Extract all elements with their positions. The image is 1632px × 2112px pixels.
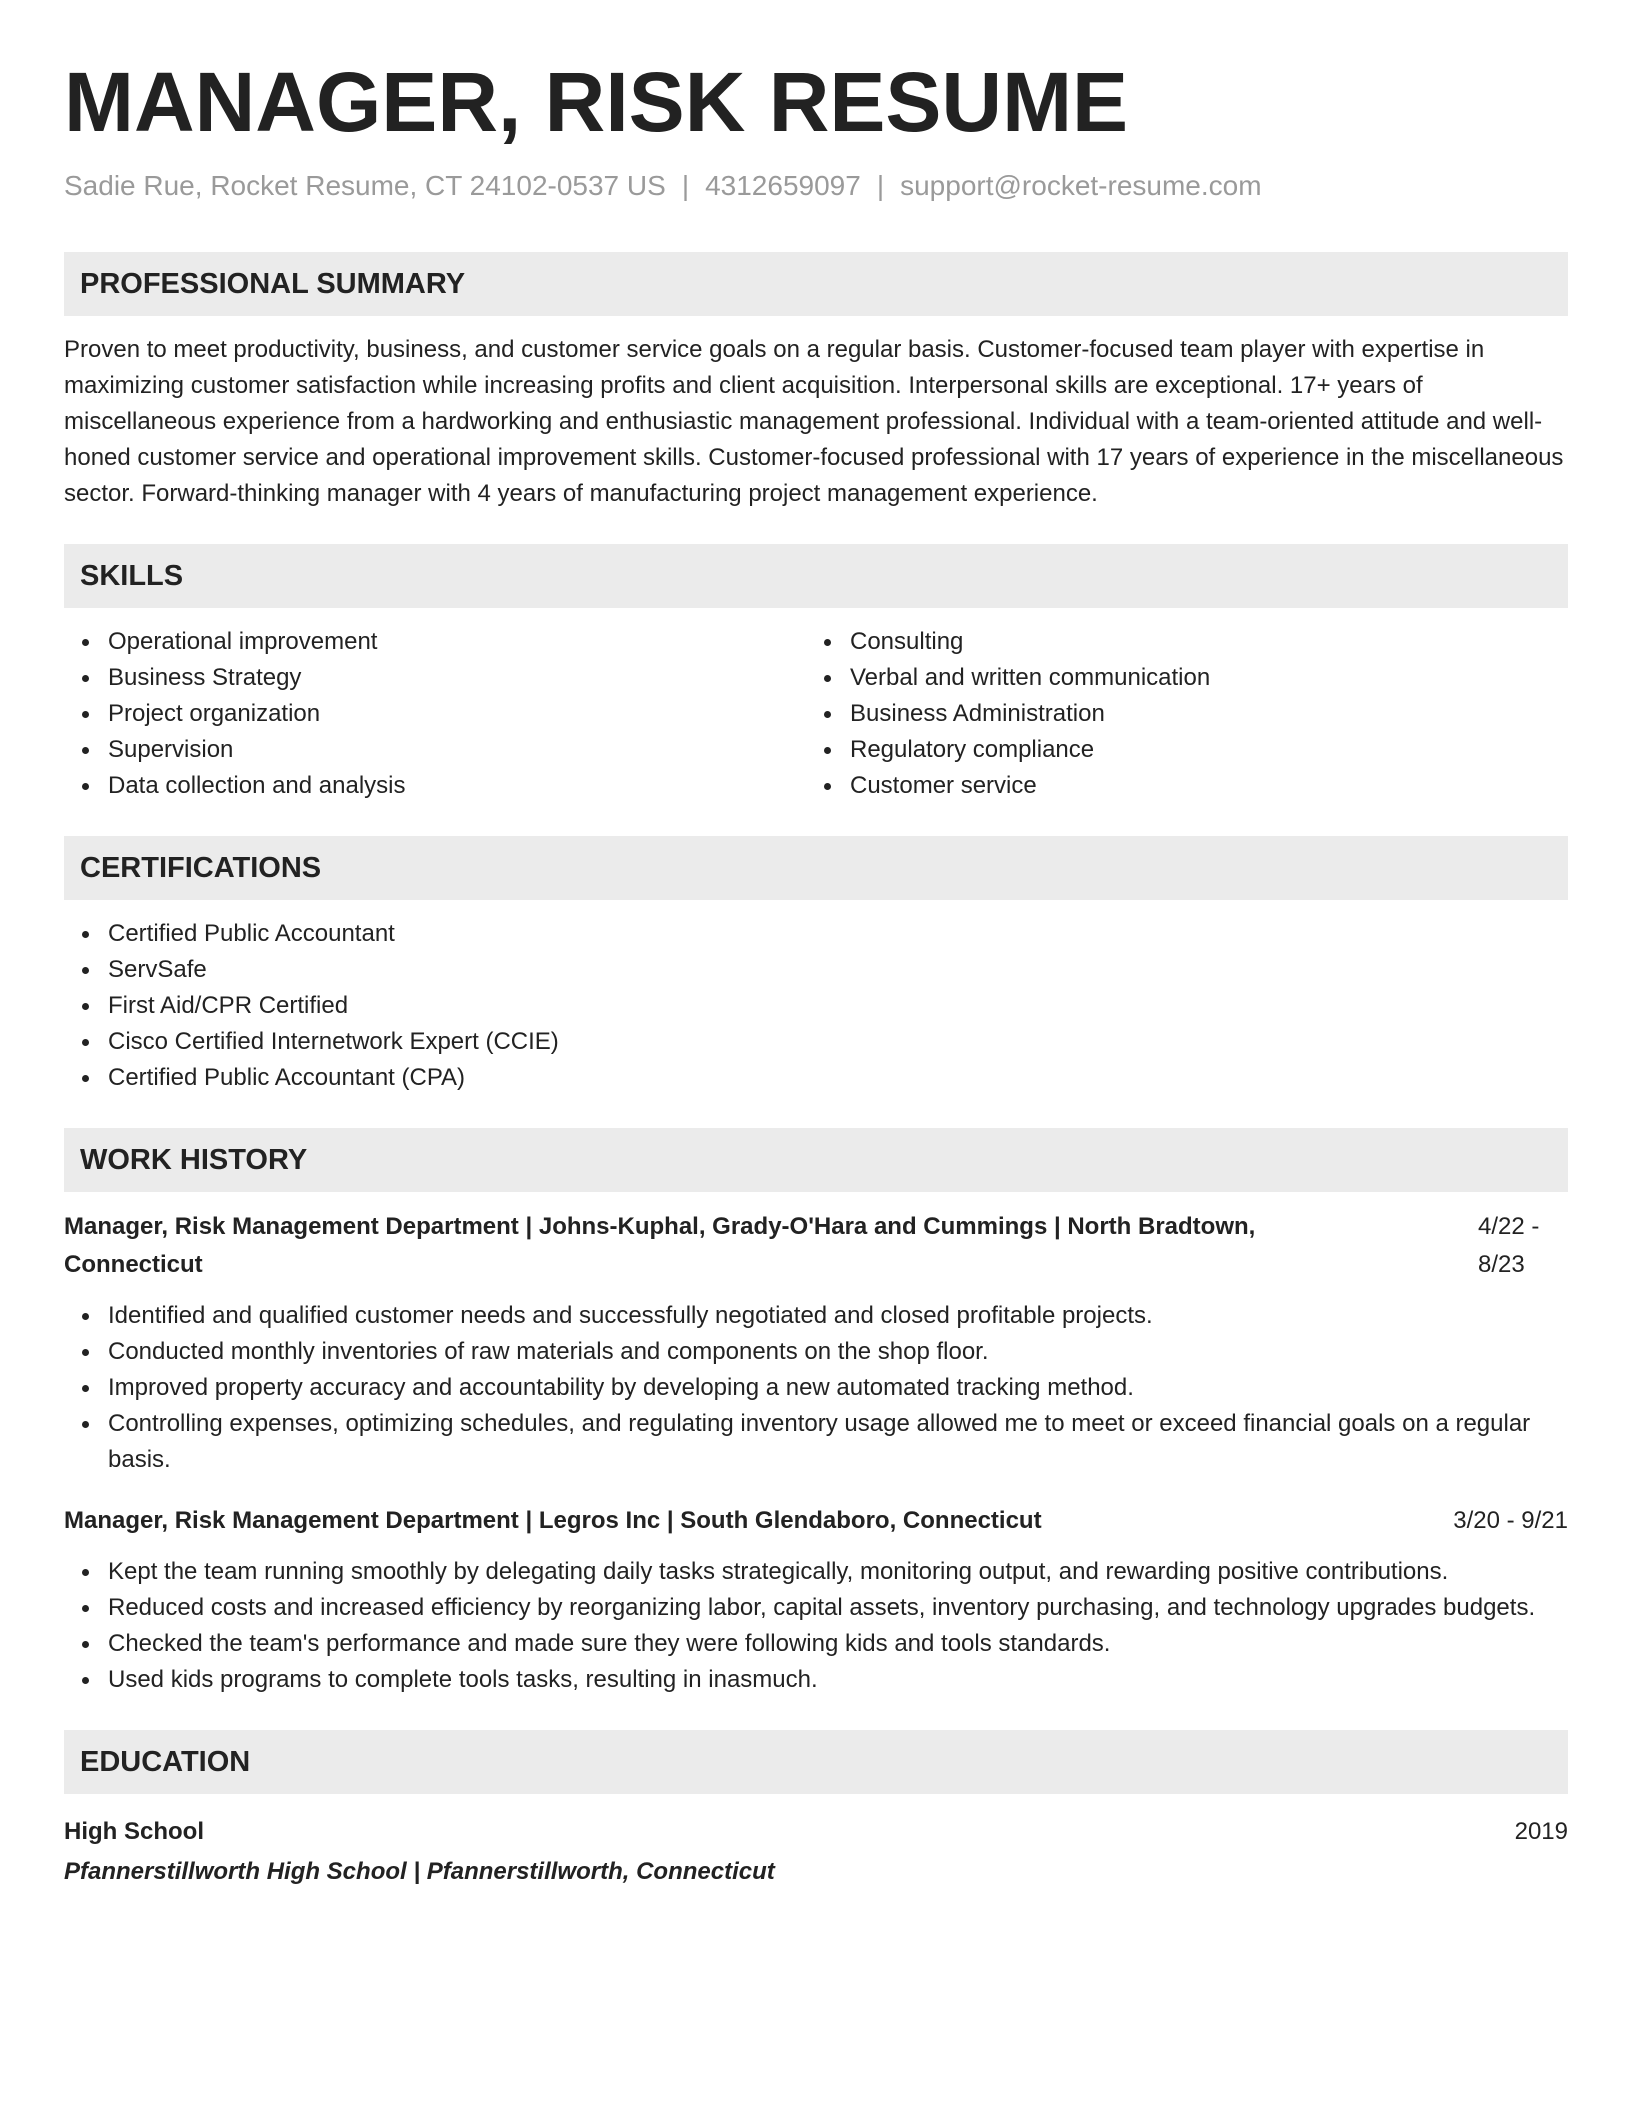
job-title: Manager, Risk Management Department | Johns-Kuphal, Grady-O'Hara and Cummings | North Bradtown, Connecticut [64,1213,1256,1278]
certifications-list [64,916,1568,1096]
summary-text: Proven to meet productivity, business, and customer service goals on a regular basis. Customer-focused team player with expertise in maximizing customer satisfaction while increasing profits and client acquisition. Interpersonal skills are exceptional. 17+ years of miscellaneous experience from a hardworking and enthusiastic management professional. Individual with a team-oriented attitude and well-honed customer service and operational improvement skills. Customer-focused professional with 17 years of experience in the miscellaneous sector. Forward-thinking manager with 4 years of manufacturing project management experience. [64,336,1564,507]
job-bullet: Controlling expenses, optimizing schedules, and regulating inventory usage allowed me to meet or exceed financial goals on a regular basis. [108,1406,1568,1478]
education-header [64,1812,1568,1852]
contact-line [64,168,1568,204]
job-bullet: Checked the team's performance and made sure they were following kids and tools standards. [108,1626,1568,1662]
job-bullet: Identified and qualified customer needs and successfully negotiated and closed profitable projects. [108,1298,1568,1334]
skills-grid [64,624,1568,804]
job-entry [64,1502,1568,1698]
education-year: 2019 [1514,1818,1568,1845]
skill-item: Business Administration [850,696,1548,732]
skill-item: Project organization [108,696,806,732]
summary-section [64,252,1568,512]
section-heading-skills: SKILLS [64,544,1568,608]
education-section [64,1730,1568,1892]
work-history-section [64,1128,1568,1698]
contact-phone: 4312659097 [705,170,861,201]
section-heading-work-history: WORK HISTORY [64,1128,1568,1192]
skill-item: Regulatory compliance [850,732,1548,768]
certification-item: Certified Public Accountant [108,916,1568,952]
education-school: Pfannerstillworth High School | Pfannerstillworth, Connecticut [64,1858,775,1885]
job-bullet: Improved property accuracy and accountability by developing a new automated tracking method. [108,1370,1568,1406]
skills-column-right [806,624,1548,804]
certification-item: Cisco Certified Internetwork Expert (CCIE) [108,1024,1568,1060]
job-header [64,1502,1568,1540]
resume-title: MANAGER, RISK RESUME [64,55,1129,149]
job-header [64,1208,1568,1284]
skill-item: Data collection and analysis [108,768,806,804]
skill-item: Verbal and written communication [850,660,1548,696]
contact-email: support@rocket-resume.com [900,170,1262,201]
job-title: Manager, Risk Management Department | Legros Inc | South Glendaboro, Connecticut [64,1507,1042,1534]
certification-item: ServSafe [108,952,1568,988]
skills-column-left [64,624,806,804]
certifications-section [64,836,1568,1096]
contact-address: Sadie Rue, Rocket Resume, CT 24102-0537 US [64,170,666,201]
job-entry [64,1208,1568,1478]
contact-separator: | [876,170,885,201]
contact-separator: | [681,170,690,201]
skill-item: Consulting [850,624,1548,660]
skill-item: Supervision [108,732,806,768]
job-dates: 4/22 - 8/23 [1478,1213,1540,1278]
job-bullets [64,1554,1568,1698]
job-bullets [64,1298,1568,1478]
skill-item: Operational improvement [108,624,806,660]
education-degree: High School [64,1818,204,1845]
job-bullet: Conducted monthly inventories of raw materials and components on the shop floor. [108,1334,1568,1370]
skill-item: Customer service [850,768,1548,804]
section-heading-education: EDUCATION [64,1730,1568,1794]
certification-item: Certified Public Accountant (CPA) [108,1060,1568,1096]
certification-item: First Aid/CPR Certified [108,988,1568,1024]
job-dates: 3/20 - 9/21 [1453,1507,1568,1534]
skills-section [64,544,1568,804]
job-bullet: Used kids programs to complete tools tasks, resulting in inasmuch. [108,1662,1568,1698]
resume-page [64,52,1568,1892]
skill-item: Business Strategy [108,660,806,696]
section-heading-summary: PROFESSIONAL SUMMARY [64,252,1568,316]
job-bullet: Reduced costs and increased efficiency by reorganizing labor, capital assets, inventory purchasing, and technology upgrades budgets. [108,1590,1568,1626]
job-bullet: Kept the team running smoothly by delegating daily tasks strategically, monitoring output, and rewarding positive contributions. [108,1554,1568,1590]
section-heading-certifications: CERTIFICATIONS [64,836,1568,900]
